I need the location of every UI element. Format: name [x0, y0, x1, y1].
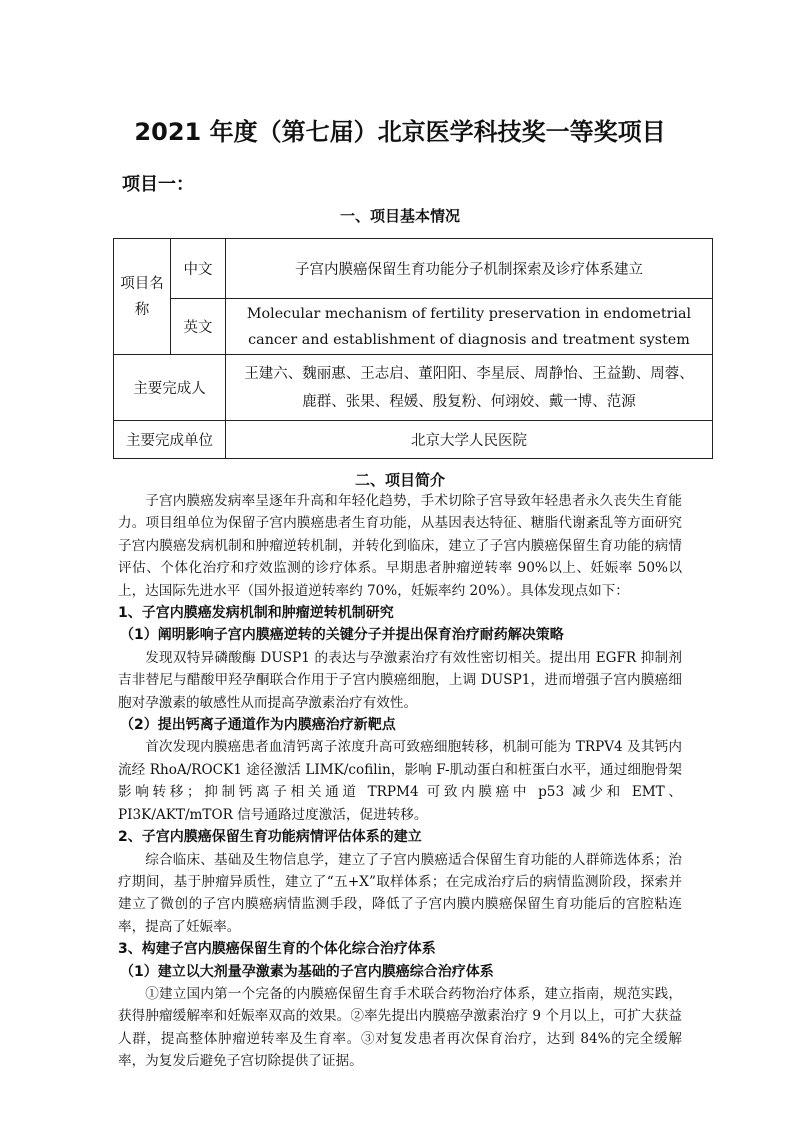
english-label: 英文 [171, 299, 226, 355]
paragraph-1-1: 发现双特异磷酸酶 DUSP1 的表达与孕激素治疗有效性密切相关。提出用 EGFR 抑制剂吉非替尼与醋酸甲羟孕酮联合作用于子宫内膜癌细胞，上调 DUSP1，进而增强子宫内膜癌细胞对孕激素的敏感性从而提高孕激素治疗有效性。 [118, 649, 682, 711]
chinese-title: 子宫内膜癌保留生育功能分子机制探索及诊疗体系建立 [226, 239, 713, 299]
unit-value: 北京大学人民医院 [226, 421, 713, 459]
completers-line2: 鹿群、张果、程媛、殷复粉、何翊姣、戴一博、范源 [302, 393, 636, 410]
project-name-label-text: 项目名称 [120, 275, 164, 318]
chinese-label: 中文 [171, 239, 226, 299]
english-title [226, 299, 713, 355]
page-title: 2021 年度（第七届）北京医学科技奖一等奖项目 [134, 118, 666, 146]
completers-list [226, 355, 713, 421]
completers-label: 主要完成人 [114, 355, 226, 421]
intro-body [118, 490, 682, 1073]
section-heading-intro: 二、项目简介 [354, 471, 445, 489]
heading-1-1: （1）阐明影响子宫内膜癌逆转的关键分子并提出保育治疗耐药解决策略 [120, 627, 564, 644]
paragraph-2: 综合临床、基础及生物信息学，建立了子宫内膜癌适合保留生育功能的人群筛选体系；治疗期间，基于肿瘤异质性，建立了“五+X”取样体系；在完成治疗后的病情监测阶段，探索并建立了微创的子宫内膜癌病情监测手段，降低了子宫内膜内膜癌保留生育功能后的宫腔粘连率，提高了妊娠率。 [118, 851, 682, 935]
heading-2: 2、子宫内膜癌保留生育功能病情评估体系的建立 [118, 829, 422, 846]
heading-1: 1、子宫内膜癌发病机制和肿瘤逆转机制研究 [118, 605, 394, 622]
project-info-table [113, 238, 713, 459]
project-name-label [114, 239, 171, 355]
heading-1-2: （2）提出钙离子通道作为内膜癌治疗新靶点 [120, 717, 396, 734]
project-label: 项目一： [122, 174, 194, 195]
paragraph-1-2: 首次发现内膜癌患者血清钙离子浓度升高可致癌细胞转移，机制可能为 TRPV4 及其钙内流经 RhoA/ROCK1 途径激活 LIMK/cofilin，影响 F-肌动蛋白和桩蛋白水平，通过细胞骨架影响转移；抑制钙离子相关通道 TRPM4 可致内膜癌中 p53 减少和 EMT、PI3K/AKT/mTOR 信号通路过度激活，促进转移。 [118, 739, 682, 823]
heading-3-1: （1）建立以大剂量孕激素为基础的子宫内膜癌综合治疗体系 [120, 963, 494, 980]
intro-paragraph: 子宫内膜癌发病率呈逐年升高和年轻化趋势，手术切除子宫导致年轻患者永久丧失生育能力。项目组单位为保留子宫内膜癌患者生育功能，从基因表达特征、糖脂代谢紊乱等方面研究子宫内膜癌发病机制和肿瘤逆转机制，并转化到临床，建立了子宫内膜癌保留生育功能的病情评估、个体化治疗和疗效监测的诊疗体系。早期患者肿瘤逆转率 90%以上、妊娠率 50%以上，达国际先进水平（国外报道逆转率约 70%，妊娠率约 20%）。具体发现点如下： [118, 493, 682, 599]
heading-3: 3、构建子宫内膜癌保留生育的个体化综合治疗体系 [118, 941, 436, 958]
english-title-line1: Molecular mechanism of fertility preservation in endometrial [246, 305, 692, 322]
english-title-line2: cancer and establishment of diagnosis and treatment system [248, 331, 690, 348]
completers-line1: 王建六、魏丽惠、王志启、董阳阳、李星辰、周静怡、王益勤、周蓉、 [244, 365, 694, 382]
paragraph-3: ①建立国内第一个完备的内膜癌保留生育手术联合药物治疗体系，建立指南，规范实践，获得肿瘤缓解率和妊娠率双高的效果。②率先提出内膜癌孕激素治疗 9 个月以上，可扩大获益人群，提高整体肿瘤逆转率及生育率。③对复发患者再次保育治疗，达到 84%的完全缓解率，为复发后避免子宫切除提供了证据。 [118, 985, 682, 1070]
unit-label: 主要完成单位 [114, 421, 226, 459]
section-heading-basic-info: 一、项目基本情况 [339, 207, 460, 225]
